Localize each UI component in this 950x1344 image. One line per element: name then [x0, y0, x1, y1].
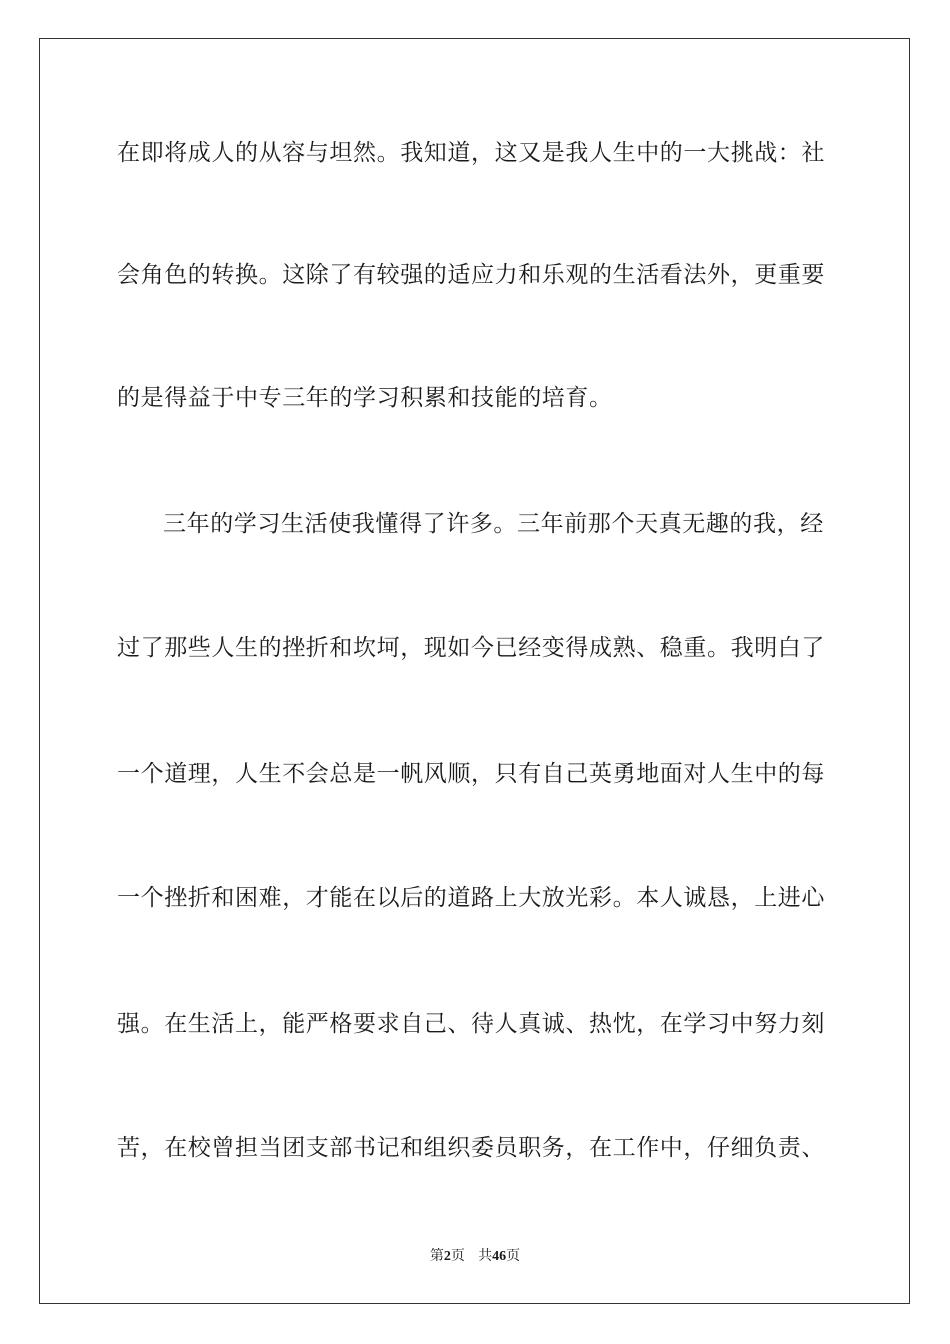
page-prefix: 第	[429, 1248, 444, 1264]
page-number: 2	[443, 1249, 451, 1264]
text-line-1: 在即将成人的从容与坦然。我知道，这又是我人生中的一大挑战：社	[117, 140, 825, 166]
text-line-3: 的是得益于中专三年的学习积累和技能的培育。	[117, 385, 613, 411]
total-prefix: 共	[478, 1248, 493, 1264]
page-suffix: 页	[450, 1248, 465, 1264]
text-line-5: 过了那些人生的挫折和坎坷，现如今已经变得成熟、稳重。我明白了	[117, 635, 825, 661]
page-footer	[0, 1247, 950, 1266]
text-line-7: 一个挫折和困难，才能在以后的道路上大放光彩。本人诚恳，上进心	[117, 885, 825, 911]
text-line-4: 三年的学习生活使我懂得了许多。三年前那个天真无趣的我，经	[163, 511, 824, 537]
page-border	[39, 38, 910, 1304]
text-line-6: 一个道理，人生不会总是一帆风顺，只有自己英勇地面对人生中的每	[117, 761, 825, 787]
text-line-2: 会角色的转换。这除了有较强的适应力和乐观的生活看法外，更重要	[117, 262, 825, 288]
text-line-8: 强。在生活上，能严格要求自己、待人真诚、热忱，在学习中努力刻	[117, 1011, 825, 1037]
total-pages: 46	[492, 1249, 507, 1264]
text-line-9: 苦，在校曾担当团支部书记和组织委员职务，在工作中，仔细负责、	[117, 1135, 825, 1161]
total-suffix: 页	[506, 1248, 521, 1264]
